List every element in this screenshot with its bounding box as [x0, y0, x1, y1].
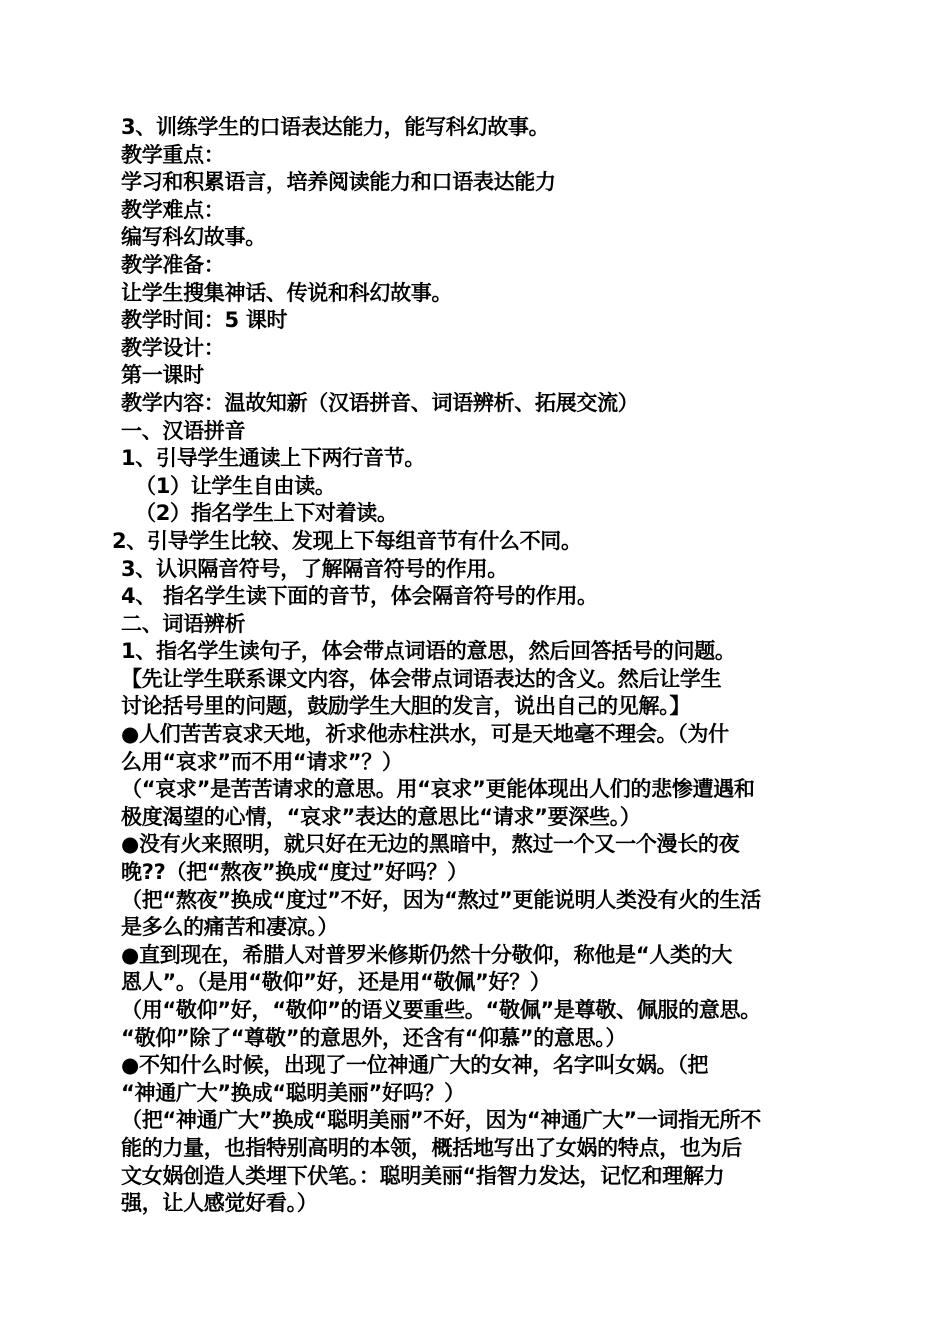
- text-line: ●人们苦苦哀求天地，祈求他赤柱洪水，可是天地毫不理会。（为什: [121, 722, 729, 747]
- text-line: 教学内容：温故知新（汉语拼音、词语辨析、拓展交流）: [121, 390, 639, 415]
- text-line: 编写科幻故事。: [121, 225, 266, 250]
- text-line: 讨论括号里的问题，鼓励学生大胆的发言，说出自己的见解。】: [121, 694, 691, 719]
- text-line: 教学时间：5 课时: [121, 308, 288, 333]
- text-line: 强，让人感觉好看。）: [121, 1191, 318, 1216]
- text-line: 1、引导学生通读上下两行音节。: [121, 446, 426, 471]
- text-line: 【先让学生联系课文内容，体会带点词语表达的含义。然后让学生: [121, 666, 722, 691]
- text-line: 学习和积累语言，培养阅读能力和口语表达能力: [121, 170, 556, 195]
- text-line: 2、引导学生比较、发现上下每组音节有什么不同。: [112, 528, 582, 553]
- text-line: 是多么的痛苦和凄凉。）: [121, 915, 339, 940]
- text-line: ●没有火来照明，就只好在无边的黑暗中，熬过一个又一个漫长的夜: [121, 832, 740, 857]
- text-line: 4、 指名学生读下面的音节，体会隔音符号的作用。: [121, 584, 598, 609]
- text-line: （1）让学生自由读。: [135, 473, 336, 498]
- text-line: 么用“哀求”而不用“请求”？）: [121, 749, 403, 774]
- text-line: 教学重点：: [121, 142, 225, 167]
- text-line: 晚??（把“熬夜”换成“度过”好吗？）: [121, 860, 468, 885]
- text-line: 教学设计：: [121, 335, 225, 360]
- text-line: 第一课时: [121, 363, 204, 388]
- text-line: （把“熬夜”换成“度过”不好，因为“熬过”更能说明人类没有火的生活: [121, 887, 761, 912]
- text-line: 文女娲创造人类埋下伏笔。：聪明美丽“指智力发达，记忆和理解力: [121, 1163, 725, 1188]
- text-line: （2）指名学生上下对着读。: [135, 501, 398, 526]
- text-line: 极度渴望的心情，“哀求”表达的意思比“请求”要深些。）: [121, 804, 641, 829]
- text-line: 能的力量，也指特别高明的本领，概括地写出了女娲的特点，也为后: [121, 1135, 742, 1160]
- text-line: （把“神通广大”换成“聪明美丽”不好，因为“神通广大”一词指无所不: [121, 1108, 761, 1133]
- text-line: ●不知什么时候，出现了一位神通广大的女神，名字叫女娲。（把: [121, 1053, 709, 1078]
- document-body: [112, 114, 836, 1218]
- text-line: 教学难点：: [121, 197, 225, 222]
- text-line: 1、指名学生读句子，体会带点词语的意思，然后回答括号的问题。: [121, 639, 736, 664]
- text-line: （“哀求”是苦苦请求的意思。用“哀求”更能体现出人们的悲惨遭遇和: [121, 777, 755, 802]
- text-line: “神通广大”换成“聪明美丽”好吗？）: [121, 1080, 465, 1105]
- text-line: 恩人”。（是用“敬仰”好，还是用“敬佩”好？）: [121, 970, 551, 995]
- text-line: ●直到现在，希腊人对普罗米修斯仍然十分敬仰，称他是“人类的大: [121, 942, 733, 967]
- text-line: 3、认识隔音符号，了解隔音符号的作用。: [121, 556, 508, 581]
- text-line: “敬仰”除了“尊敬”的意思外，还含有“仰慕”的意思。）: [121, 1025, 627, 1050]
- text-line: 一、汉语拼音: [121, 418, 246, 443]
- text-line: 教学准备：: [121, 252, 225, 277]
- text-line: （用“敬仰”好，“敬仰”的语义要重些。“敬佩”是尊敬、佩服的意思。: [121, 998, 761, 1022]
- text-line: 二、词语辨析: [121, 611, 246, 636]
- text-line: 3、训练学生的口语表达能力，能写科幻故事。: [121, 115, 550, 139]
- text-line: 让学生搜集神话、传说和科幻故事。: [121, 280, 453, 305]
